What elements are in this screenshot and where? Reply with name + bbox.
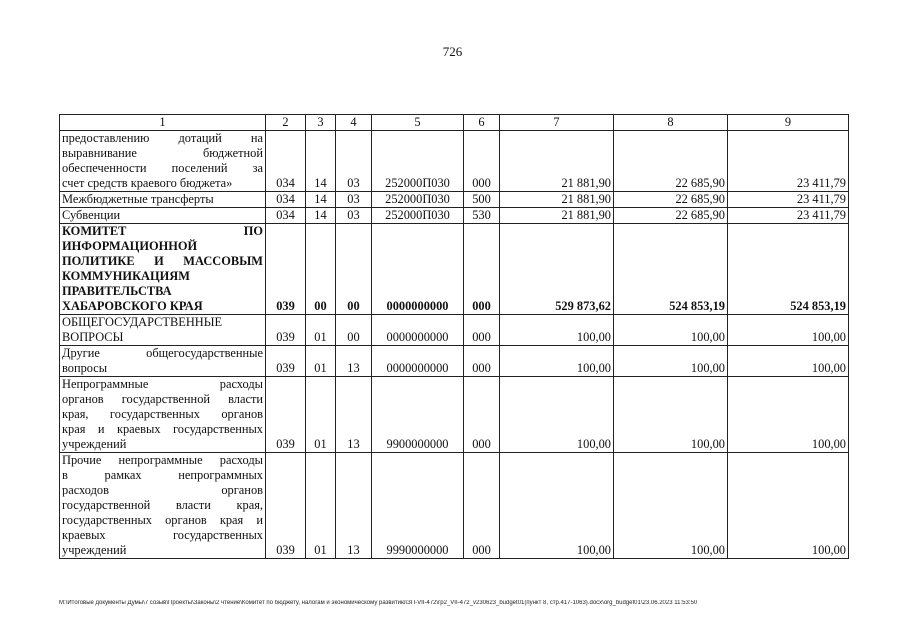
row-name-line: Субвенции xyxy=(62,208,121,222)
subsection-code-cell: 00 xyxy=(336,224,372,315)
page-number: 726 xyxy=(442,44,463,59)
target-article-cell: 0000000000 xyxy=(372,346,464,377)
row-name-line: выравнивание бюджетной xyxy=(62,146,263,160)
table-row xyxy=(60,315,849,346)
amount-2024-cell: 22 685,90 xyxy=(614,131,728,192)
row-name-line: ХАБАРОВСКОГО КРАЯ xyxy=(62,299,203,313)
amount-2025-cell: 23 411,79 xyxy=(728,192,849,208)
row-name-line: КОМИТЕТ ПО xyxy=(62,224,263,238)
row-name-line: учреждений xyxy=(62,437,127,451)
expense-type-cell: 530 xyxy=(464,208,500,224)
expense-type-cell: 000 xyxy=(464,224,500,315)
amount-2023-cell: 100,00 xyxy=(500,346,614,377)
table-header-row xyxy=(60,115,849,131)
subsection-code-cell: 03 xyxy=(336,208,372,224)
header-col-7: 7 xyxy=(500,115,614,131)
row-name-line: Прочие непрограммные расходы xyxy=(62,453,263,467)
subsection-code-cell: 03 xyxy=(336,131,372,192)
ministry-code-cell: 039 xyxy=(266,315,306,346)
amount-2023-cell: 21 881,90 xyxy=(500,192,614,208)
ministry-code-cell: 039 xyxy=(266,453,306,559)
row-name-cell xyxy=(60,377,266,453)
ministry-code-cell: 039 xyxy=(266,224,306,315)
amount-2024-cell: 100,00 xyxy=(614,453,728,559)
table-row xyxy=(60,131,849,192)
row-name-cell xyxy=(60,453,266,559)
target-article-cell: 252000П030 xyxy=(372,131,464,192)
target-article-cell: 0000000000 xyxy=(372,315,464,346)
row-name-line: ПРАВИТЕЛЬСТВА xyxy=(62,284,172,298)
section-code-cell: 01 xyxy=(306,346,336,377)
ministry-code-cell: 034 xyxy=(266,131,306,192)
header-col-3: 3 xyxy=(306,115,336,131)
row-name-cell xyxy=(60,192,266,208)
amount-2024-cell: 22 685,90 xyxy=(614,208,728,224)
section-code-cell: 14 xyxy=(306,192,336,208)
amount-2025-cell: 100,00 xyxy=(728,315,849,346)
ministry-code-cell: 039 xyxy=(266,346,306,377)
expense-type-cell: 000 xyxy=(464,131,500,192)
row-name-line: вопросы xyxy=(62,361,108,375)
row-name-line: ПОЛИТИКЕ И МАССОВЫМ xyxy=(62,254,263,268)
section-code-cell: 00 xyxy=(306,224,336,315)
row-name-line: обеспеченности поселений за xyxy=(62,161,263,175)
expense-type-cell: 000 xyxy=(464,377,500,453)
ministry-code-cell: 039 xyxy=(266,377,306,453)
amount-2025-cell: 100,00 xyxy=(728,346,849,377)
section-code-cell: 01 xyxy=(306,377,336,453)
row-name-line: КОММУНИКАЦИЯМ xyxy=(62,269,190,283)
row-name-line: счет средств краевого бюджета» xyxy=(62,176,233,190)
budget-table xyxy=(59,114,849,559)
expense-type-cell: 500 xyxy=(464,192,500,208)
footer-file-path: M:\Итоговые документы Думы\7 созыв\Проекты\Законы\2 чтение\Комитет по бюджету, налогам и экономическому развитию\ЗП-VII-472\гр2_VII-472_v230623_budget01(пункт 8, стр.417-1063).docx\org_budget01\23.06.2023 11:53:50 xyxy=(59,600,698,606)
row-name-line: ВОПРОСЫ xyxy=(62,330,124,344)
amount-2023-cell: 21 881,90 xyxy=(500,131,614,192)
table-row xyxy=(60,346,849,377)
row-name-line: государственных органов края и xyxy=(62,513,263,527)
subsection-code-cell: 13 xyxy=(336,453,372,559)
expense-type-cell: 000 xyxy=(464,346,500,377)
table-row xyxy=(60,377,849,453)
row-name-cell xyxy=(60,315,266,346)
header-col-5: 5 xyxy=(372,115,464,131)
section-code-cell: 14 xyxy=(306,208,336,224)
amount-2024-cell: 524 853,19 xyxy=(614,224,728,315)
row-name-line: Другие общегосударственные xyxy=(62,346,263,360)
amount-2024-cell: 22 685,90 xyxy=(614,192,728,208)
amount-2023-cell: 100,00 xyxy=(500,315,614,346)
row-name-line: в рамках непрограммных xyxy=(62,468,263,482)
row-name-line: ИНФОРМАЦИОННОЙ xyxy=(62,239,198,253)
row-name-line: ОБЩЕГОСУДАРСТВЕННЫЕ xyxy=(62,315,223,329)
amount-2023-cell: 529 873,62 xyxy=(500,224,614,315)
target-article-cell: 252000П030 xyxy=(372,192,464,208)
target-article-cell: 9900000000 xyxy=(372,377,464,453)
section-code-cell: 01 xyxy=(306,453,336,559)
table-row xyxy=(60,192,849,208)
subsection-code-cell: 00 xyxy=(336,315,372,346)
amount-2025-cell: 100,00 xyxy=(728,453,849,559)
amount-2024-cell: 100,00 xyxy=(614,346,728,377)
subsection-code-cell: 13 xyxy=(336,377,372,453)
target-article-cell: 252000П030 xyxy=(372,208,464,224)
row-name-line: краевых государственных xyxy=(62,528,263,542)
header-col-4: 4 xyxy=(336,115,372,131)
amount-2025-cell: 100,00 xyxy=(728,377,849,453)
target-article-cell: 9990000000 xyxy=(372,453,464,559)
row-name-cell xyxy=(60,131,266,192)
table-row xyxy=(60,208,849,224)
subsection-code-cell: 13 xyxy=(336,346,372,377)
table-row xyxy=(60,453,849,559)
header-col-2: 2 xyxy=(266,115,306,131)
amount-2023-cell: 100,00 xyxy=(500,377,614,453)
row-name-cell xyxy=(60,224,266,315)
header-col-8: 8 xyxy=(614,115,728,131)
section-code-cell: 01 xyxy=(306,315,336,346)
expense-type-cell: 000 xyxy=(464,453,500,559)
amount-2023-cell: 21 881,90 xyxy=(500,208,614,224)
amount-2025-cell: 524 853,19 xyxy=(728,224,849,315)
row-name-cell xyxy=(60,208,266,224)
row-name-line: Непрограммные расходы xyxy=(62,377,263,391)
header-col-6: 6 xyxy=(464,115,500,131)
section-code-cell: 14 xyxy=(306,131,336,192)
subsection-code-cell: 03 xyxy=(336,192,372,208)
header-col-1: 1 xyxy=(60,115,266,131)
ministry-code-cell: 034 xyxy=(266,208,306,224)
row-name-cell xyxy=(60,346,266,377)
expense-type-cell: 000 xyxy=(464,315,500,346)
amount-2024-cell: 100,00 xyxy=(614,315,728,346)
amount-2025-cell: 23 411,79 xyxy=(728,208,849,224)
row-name-line: края, государственных органов xyxy=(62,407,263,421)
row-name-line: органов государственной власти xyxy=(62,392,263,406)
ministry-code-cell: 034 xyxy=(266,192,306,208)
target-article-cell: 0000000000 xyxy=(372,224,464,315)
row-name-line: предоставлению дотаций на xyxy=(62,131,263,145)
row-name-line: расходов органов xyxy=(62,483,263,497)
amount-2025-cell: 23 411,79 xyxy=(728,131,849,192)
row-name-line: учреждений xyxy=(62,543,127,557)
amount-2024-cell: 100,00 xyxy=(614,377,728,453)
row-name-line: края и краевых государственных xyxy=(62,422,263,436)
row-name-line: государственной власти края, xyxy=(62,498,263,512)
table-row xyxy=(60,224,849,315)
header-col-9: 9 xyxy=(728,115,849,131)
amount-2023-cell: 100,00 xyxy=(500,453,614,559)
row-name-line: Межбюджетные трансферты xyxy=(62,192,214,206)
